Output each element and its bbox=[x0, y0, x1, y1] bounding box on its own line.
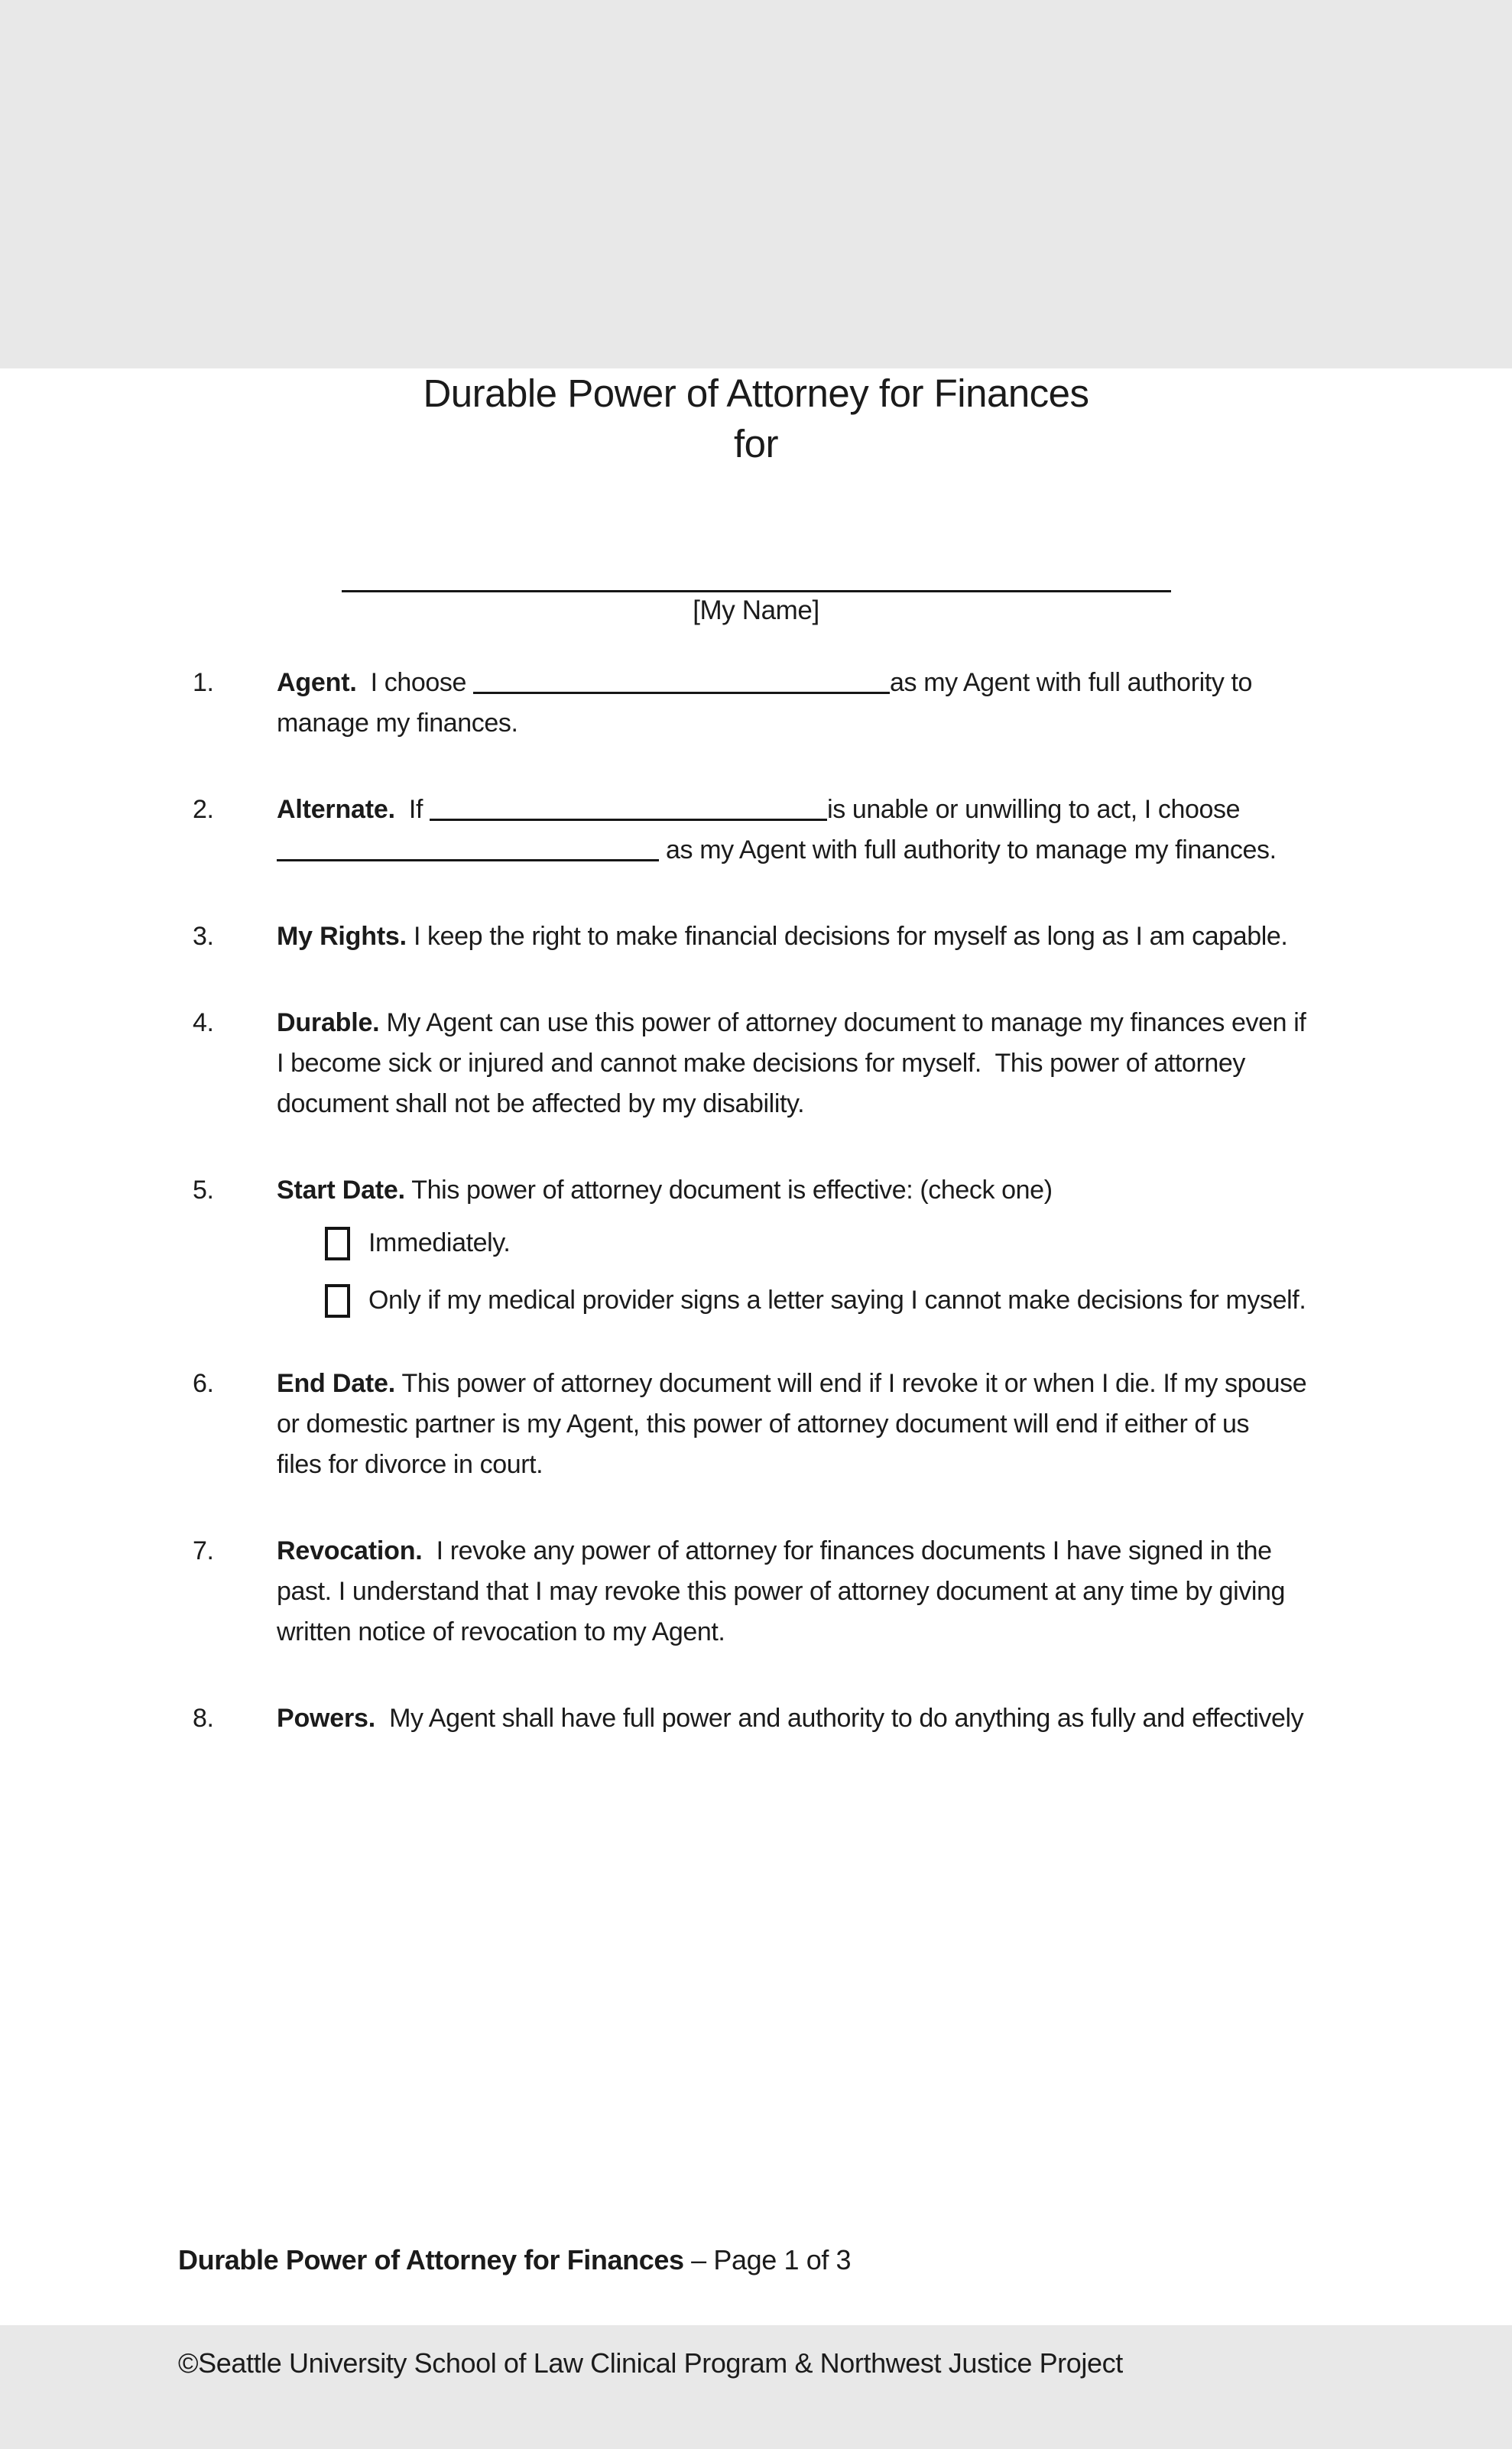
item-text: as my Agent with full authority to bbox=[890, 668, 1253, 697]
item-text: I become sick or injured and cannot make decisions for myself. This power of attorney bbox=[277, 1049, 1246, 1078]
checkbox-option-row bbox=[325, 1226, 1371, 1260]
document-title bbox=[0, 368, 1512, 469]
item-body bbox=[277, 916, 1371, 957]
item-text-line bbox=[277, 1084, 1371, 1124]
item-label-bold: My Rights. bbox=[277, 922, 407, 951]
footer-doc-title: Durable Power of Attorney for Finances bbox=[178, 2244, 684, 2275]
item-text: If bbox=[394, 795, 430, 824]
item-label-bold: Agent. bbox=[277, 668, 357, 697]
item-text: I keep the right to make financial decisions for myself as long as I am capable. bbox=[406, 922, 1288, 951]
item-text-line bbox=[277, 1698, 1371, 1739]
list-item-2 bbox=[178, 790, 1371, 871]
list-item-7 bbox=[178, 1531, 1371, 1653]
list-item-1 bbox=[178, 663, 1371, 744]
item-label-bold: Powers. bbox=[277, 1704, 375, 1733]
item-text-line bbox=[277, 663, 1371, 703]
list-item-6 bbox=[178, 1364, 1371, 1485]
item-label-bold: Start Date. bbox=[277, 1176, 405, 1205]
fill-in-blank-line[interactable] bbox=[430, 813, 827, 821]
list-item-5 bbox=[178, 1170, 1371, 1318]
item-label-bold: Alternate. bbox=[277, 795, 395, 824]
checkbox[interactable] bbox=[325, 1227, 350, 1260]
item-text-line bbox=[277, 1612, 1371, 1653]
name-placeholder-label: [My Name] bbox=[693, 595, 819, 625]
list-item-3 bbox=[178, 916, 1371, 957]
item-number: 5. bbox=[193, 1176, 214, 1205]
footer-copyright: ©Seattle University School of Law Clinical Program & Northwest Justice Project bbox=[178, 2347, 1123, 2379]
item-text-line bbox=[277, 1170, 1371, 1211]
item-text: past. I understand that I may revoke this power of attorney document at any time by giving bbox=[277, 1577, 1286, 1606]
checkbox[interactable] bbox=[325, 1284, 350, 1318]
item-text-line bbox=[277, 790, 1371, 830]
item-label-bold: Revocation. bbox=[277, 1536, 423, 1565]
item-text-line bbox=[277, 1364, 1371, 1404]
item-text: document shall not be affected by my disability. bbox=[277, 1089, 805, 1118]
item-text-line bbox=[277, 830, 1371, 871]
item-number: 8. bbox=[193, 1704, 214, 1733]
page-footer bbox=[178, 2174, 1123, 2449]
item-text: This power of attorney document is effective: (check one) bbox=[404, 1176, 1053, 1205]
item-text: as my Agent with full authority to manage my finances. bbox=[659, 835, 1277, 864]
footer-page-number: – Page 1 of 3 bbox=[683, 2244, 852, 2275]
name-blank-line[interactable] bbox=[342, 590, 1171, 592]
item-text-line bbox=[277, 1043, 1371, 1084]
item-body bbox=[277, 1531, 1371, 1653]
item-text: My Agent shall have full power and authority to do anything as fully and effectively bbox=[375, 1704, 1304, 1733]
item-text: This power of attorney document will end if I revoke it or when I die. If my spouse bbox=[395, 1369, 1307, 1398]
item-body bbox=[277, 1364, 1371, 1485]
footer-line1 bbox=[178, 2243, 1123, 2277]
fill-in-blank-line[interactable] bbox=[473, 686, 890, 694]
item-text: My Agent can use this power of attorney document to manage my finances even if bbox=[379, 1008, 1306, 1037]
document-title-line1: Durable Power of Attorney for Finances bbox=[423, 371, 1089, 415]
item-body bbox=[277, 663, 1371, 744]
item-text-line bbox=[277, 1445, 1371, 1485]
item-text-line bbox=[277, 1404, 1371, 1445]
item-label-bold: End Date. bbox=[277, 1369, 396, 1398]
fill-in-blank-line[interactable] bbox=[277, 853, 659, 861]
checkbox-label: Immediately. bbox=[368, 1228, 511, 1257]
item-text-line bbox=[277, 1531, 1371, 1572]
item-text: written notice of revocation to my Agent. bbox=[277, 1617, 725, 1646]
item-number: 2. bbox=[193, 795, 214, 824]
item-body bbox=[277, 790, 1371, 871]
item-number: 3. bbox=[193, 922, 214, 951]
numbered-clause-list bbox=[178, 663, 1371, 1739]
list-item-8 bbox=[178, 1698, 1371, 1739]
item-number: 4. bbox=[193, 1008, 214, 1037]
item-text-line bbox=[277, 1003, 1371, 1043]
item-number: 6. bbox=[193, 1369, 214, 1398]
item-text-line bbox=[277, 916, 1371, 957]
item-number: 1. bbox=[193, 668, 214, 697]
item-body bbox=[277, 1003, 1371, 1124]
item-body bbox=[277, 1698, 1371, 1739]
item-text: I choose bbox=[356, 668, 474, 697]
item-text: files for divorce in court. bbox=[277, 1450, 543, 1479]
item-text: I revoke any power of attorney for finances documents I have signed in the bbox=[422, 1536, 1272, 1565]
item-text: is unable or unwilling to act, I choose bbox=[827, 795, 1241, 824]
item-text-line bbox=[277, 703, 1371, 744]
checkbox-label: Only if my medical provider signs a letter saying I cannot make decisions for myself. bbox=[368, 1286, 1306, 1315]
document-page bbox=[0, 368, 1512, 2379]
list-item-4 bbox=[178, 1003, 1371, 1124]
item-text-line bbox=[277, 1572, 1371, 1612]
item-body bbox=[277, 1170, 1371, 1318]
item-number: 7. bbox=[193, 1536, 214, 1565]
document-title-line2: for bbox=[733, 422, 779, 465]
item-text: or domestic partner is my Agent, this power of attorney document will end if either of us bbox=[277, 1409, 1250, 1439]
item-label-bold: Durable. bbox=[277, 1008, 380, 1037]
item-text: manage my finances. bbox=[277, 709, 518, 738]
checkbox-option-row bbox=[325, 1283, 1371, 1318]
